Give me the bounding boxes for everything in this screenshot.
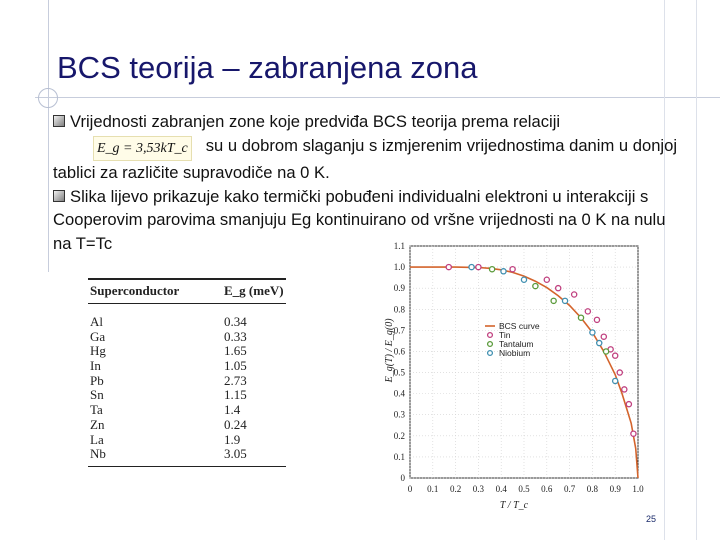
table-header <box>88 278 286 304</box>
data-point-tantalum <box>551 298 556 303</box>
x-tick-label: 0.8 <box>586 484 599 494</box>
x-tick-label: 0 <box>407 484 413 494</box>
page-number: 25 <box>646 514 657 524</box>
x-tick-label: 0.7 <box>563 484 576 494</box>
data-point-tantalum <box>578 315 583 320</box>
data-point-tin <box>476 264 481 269</box>
decorative-circle-icon <box>38 88 58 108</box>
x-tick-label: 0.9 <box>609 484 621 494</box>
data-point-tantalum <box>489 267 494 272</box>
table-cell-eg: 3.05 <box>224 446 247 462</box>
table-cell-eg: 0.24 <box>224 416 247 432</box>
legend-swatch-niobium <box>488 351 493 356</box>
legend-label: Niobium <box>499 348 531 358</box>
table-row <box>88 418 286 433</box>
y-tick-label: 0.6 <box>393 346 405 357</box>
data-point-niobium <box>590 330 595 335</box>
data-point-niobium <box>613 378 618 383</box>
y-tick-label: 1.1 <box>393 241 405 251</box>
table-cell-superconductor: Al <box>90 314 103 329</box>
bullet-icon <box>53 190 65 202</box>
table-cell-superconductor: Ga <box>90 328 106 344</box>
guide-line-horizontal <box>35 97 720 98</box>
guide-line-vertical <box>696 0 697 540</box>
table-cell-superconductor: Zn <box>90 416 105 432</box>
table-cell-superconductor: Nb <box>90 446 106 462</box>
legend-label: Tin <box>499 330 511 340</box>
paragraph-1 <box>53 110 678 185</box>
x-tick-label: 0.1 <box>427 484 439 494</box>
data-point-tin <box>572 292 577 297</box>
data-point-tin <box>613 353 618 358</box>
table-cell-eg: 0.33 <box>224 328 247 344</box>
data-point-tin <box>510 267 515 272</box>
formula-image <box>93 136 192 162</box>
data-point-niobium <box>597 340 602 345</box>
data-point-tin <box>594 317 599 322</box>
table-cell-superconductor: Pb <box>90 372 104 388</box>
data-point-niobium <box>501 269 506 274</box>
paragraph-1-text-continued: su u dobrom slaganju s izmjerenim vrijednostima danim u donjoj tablici za različite supravodiče na 0 K. <box>53 135 678 182</box>
data-point-tin <box>556 286 561 291</box>
data-point-tantalum <box>603 349 608 354</box>
y-tick-label: 0.5 <box>393 367 405 378</box>
x-axis-label: T / T_c <box>499 500 529 511</box>
y-tick-label: 1.0 <box>393 262 405 273</box>
table-cell-eg: 1.05 <box>224 358 247 374</box>
table-row <box>88 315 286 330</box>
bullet-icon <box>53 115 65 127</box>
y-tick-label: 0.7 <box>393 325 405 336</box>
table-header-superconductor: Superconductor <box>90 283 180 298</box>
x-tick-label: 0.6 <box>541 484 553 494</box>
table-cell-eg: 1.9 <box>224 431 241 447</box>
data-point-tin <box>617 370 622 375</box>
table-row <box>88 433 286 448</box>
table-row <box>88 388 286 403</box>
guide-line-vertical <box>48 0 49 272</box>
table-row <box>88 344 286 359</box>
paragraph-2-text: Slika lijevo prikazuje kako termički pobuđeni individualni elektroni u interakciji s Cooperovim parovima smanjuju Eg kontinuirano od vršne vrijednosti na 0 K na nulu na T=Tc <box>53 186 666 253</box>
table-cell-superconductor: Sn <box>90 387 104 403</box>
table-cell-eg: 2.73 <box>224 372 247 388</box>
x-tick-label: 0.4 <box>495 484 507 494</box>
x-tick-label: 0.2 <box>449 484 462 494</box>
legend-label: Tantalum <box>499 339 534 349</box>
data-point-tin <box>446 264 451 269</box>
table-row <box>88 374 286 389</box>
table-bottom-rule <box>88 466 286 467</box>
y-axis-label: E_g(T) / E_g(0) <box>384 318 395 383</box>
table-cell-superconductor: Hg <box>90 343 106 359</box>
data-point-tin <box>631 431 636 436</box>
formula-text: E_g = 3,53kT_c <box>97 140 188 156</box>
legend-label: BCS curve <box>499 321 540 331</box>
x-tick-label: 0.3 <box>472 484 485 494</box>
table-cell-superconductor: Ta <box>90 402 103 418</box>
data-point-tin <box>601 334 606 339</box>
x-tick-label: 0.5 <box>518 484 530 494</box>
superconductor-table <box>88 278 286 467</box>
legend-swatch-tantalum <box>488 342 493 347</box>
table-cell-eg: 0.34 <box>224 314 247 329</box>
table-cell-eg: 1.15 <box>224 387 247 403</box>
y-tick-label: 0.9 <box>393 283 405 294</box>
table-cell-superconductor: In <box>90 358 101 374</box>
table-cell-eg: 1.65 <box>224 343 247 359</box>
slide-body <box>53 110 678 255</box>
legend-swatch-tin <box>488 333 493 338</box>
y-tick-label: 0.4 <box>393 388 405 399</box>
data-point-niobium <box>521 277 526 282</box>
table-cell-eg: 1.4 <box>224 402 241 418</box>
table-row <box>88 403 286 418</box>
y-tick-label: 0.8 <box>393 304 405 315</box>
data-point-niobium <box>562 298 567 303</box>
x-tick-label: 1.0 <box>632 484 644 494</box>
data-point-tin <box>626 402 631 407</box>
data-point-tin <box>585 309 590 314</box>
table-row <box>88 359 286 374</box>
data-point-tin <box>622 387 627 392</box>
y-tick-label: 0.2 <box>393 430 405 441</box>
y-tick-label: 0.1 <box>393 451 405 462</box>
table-header-eg: E_g (meV) <box>224 283 284 298</box>
bcs-gap-chart <box>368 236 668 516</box>
table-cell-superconductor: La <box>90 431 104 447</box>
table-row <box>88 330 286 345</box>
y-tick-label: 0 <box>400 473 405 483</box>
data-point-tantalum <box>533 283 538 288</box>
data-point-tin <box>544 277 549 282</box>
table-body <box>88 315 286 462</box>
table-row <box>88 447 286 462</box>
y-tick-label: 0.3 <box>393 409 405 420</box>
data-point-niobium <box>469 264 474 269</box>
slide-title: BCS teorija – zabranjena zona <box>57 50 478 85</box>
paragraph-1-text: Vrijednosti zabranjen zone koje predviđa BCS teorija prema relaciji <box>70 112 561 131</box>
